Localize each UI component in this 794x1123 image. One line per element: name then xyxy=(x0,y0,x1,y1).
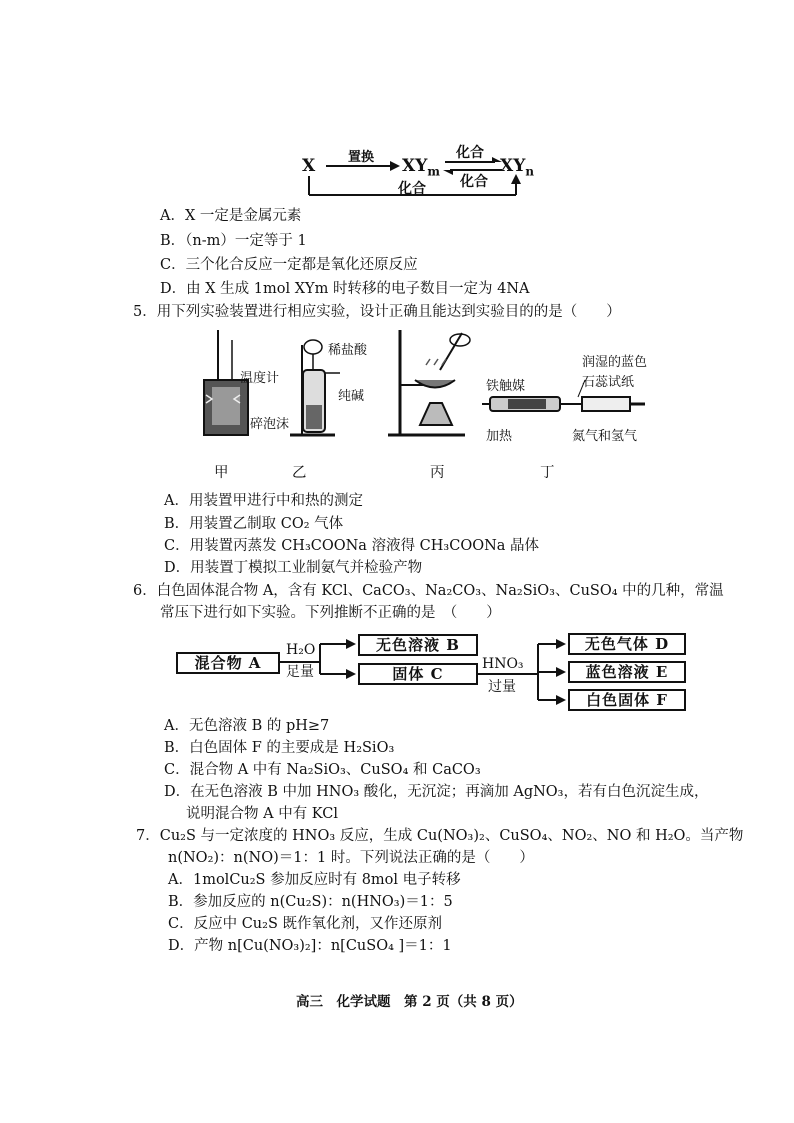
box-solid-f: 白色固体 F xyxy=(568,689,686,711)
label-thermometer: 温度计 xyxy=(240,371,280,386)
apparatus-jia: 甲 xyxy=(214,465,229,481)
q6-option-b: B．白色固体 F 的主要成是 H₂SiO₃ xyxy=(164,740,395,756)
label-foam: 碎泡沫 xyxy=(250,417,290,432)
apparatus-yi: 乙 xyxy=(292,465,307,481)
box-solution-b: 无色溶液 B xyxy=(358,634,478,656)
box-gas-d: 无色气体 D xyxy=(568,633,686,655)
label-combination-back: 化合 xyxy=(460,174,488,190)
q6-option-d-line2: 说明混合物 A 中有 KCl xyxy=(186,806,338,822)
label-combination-forward: 化合 xyxy=(456,145,484,161)
box-mixture-a: 混合物 A xyxy=(176,652,280,674)
compound-xym: $XY_m$ xyxy=(402,156,440,179)
q4-option-d: D．由 X 生成 1mol XYm 时转移的电子数目一定为 4NA xyxy=(160,281,530,297)
q7-option-c: C．反应中 Cu₂S 既作氧化剂，又作还原剂 xyxy=(168,916,442,932)
label-litmus-2: 石蕊试纸 xyxy=(582,375,635,390)
q7-stem-line2: n(NO₂)：n(NO)＝1：1 时。下列说法正确的是（ ） xyxy=(168,850,534,866)
box-solution-e: 蓝色溶液 E xyxy=(568,661,686,683)
q4-option-a: A．X 一定是金属元素 xyxy=(160,208,302,224)
label-excess-1: 足量 xyxy=(286,664,314,680)
box-solid-c: 固体 C xyxy=(358,663,478,685)
apparatus-ding: 丁 xyxy=(540,465,555,481)
q6-option-d-line1: D．在无色溶液 B 中加 HNO₃ 酸化，无沉淀；再滴加 AgNO₃，若有白色沉淀生成， xyxy=(164,784,709,800)
label-gases: 氮气和氢气 xyxy=(572,429,638,444)
q7-option-d: D．产物 n[Cu(NO₃)₂]：n[CuSO₄ ]＝1：1 xyxy=(168,938,452,954)
label-water: H₂O xyxy=(286,642,316,658)
q6-stem-line2: 常压下进行如下实验。下列推断不正确的是 （ ） xyxy=(160,605,501,621)
label-excess-2: 过量 xyxy=(488,679,516,695)
label-iron-catalyst: 铁触媒 xyxy=(486,379,526,394)
q5-option-b: B．用装置乙制取 CO₂ 气体 xyxy=(164,516,344,532)
label-hydrochloric-acid: 稀盐酸 xyxy=(328,343,368,358)
q5-stem: 5．用下列实验装置进行相应实验，设计正确且能达到实验目的的是（ ） xyxy=(133,304,621,320)
q6-option-c: C．混合物 A 中有 Na₂SiO₃、CuSO₄ 和 CaCO₃ xyxy=(164,762,481,778)
apparatus-bing: 丙 xyxy=(430,465,445,481)
label-displacement: 置换 xyxy=(348,150,375,165)
label-litmus-1: 润湿的蓝色 xyxy=(582,355,648,370)
label-nitric-acid: HNO₃ xyxy=(482,656,524,672)
label-soda-ash: 纯碱 xyxy=(338,389,365,404)
label-combination-bottom: 化合 xyxy=(398,181,426,197)
q7-option-b: B．参加反应的 n(Cu₂S)：n(HNO₃)＝1：5 xyxy=(168,894,453,910)
q7-option-a: A．1molCu₂S 参加反应时有 8mol 电子转移 xyxy=(168,872,461,888)
label-heating: 加热 xyxy=(486,429,513,444)
flow-diagram xyxy=(170,630,690,712)
q6-option-a: A．无色溶液 B 的 pH≥7 xyxy=(164,718,330,734)
q5-option-a: A．用装置甲进行中和热的测定 xyxy=(164,493,363,509)
q4-option-c: C．三个化合反应一定都是氧化还原反应 xyxy=(160,257,418,273)
compound-xyn: $XY_n$ xyxy=(500,156,534,179)
page-footer: 高三 化学试题 第 2 页（共 8 页） xyxy=(296,994,523,1010)
q7-stem-line1: 7．Cu₂S 与一定浓度的 HNO₃ 反应，生成 Cu(NO₃)₂、CuSO₄、NO₂、NO 和 H₂O。当产物 xyxy=(136,828,744,844)
q4-option-b: B．（n-m）一定等于 1 xyxy=(160,233,307,249)
reaction-scheme xyxy=(300,140,540,202)
q5-option-d: D．用装置丁模拟工业制氨气并检验产物 xyxy=(164,560,423,576)
apparatus-figure xyxy=(190,325,650,450)
q6-stem-line1: 6．白色固体混合物 A，含有 KCl、CaCO₃、Na₂CO₃、Na₂SiO₃、CuSO₄ 中的几种，常温 xyxy=(133,583,724,599)
element-x: X xyxy=(302,156,316,176)
q5-option-c: C．用装置丙蒸发 CH₃COONa 溶液得 CH₃COONa 晶体 xyxy=(164,538,540,554)
